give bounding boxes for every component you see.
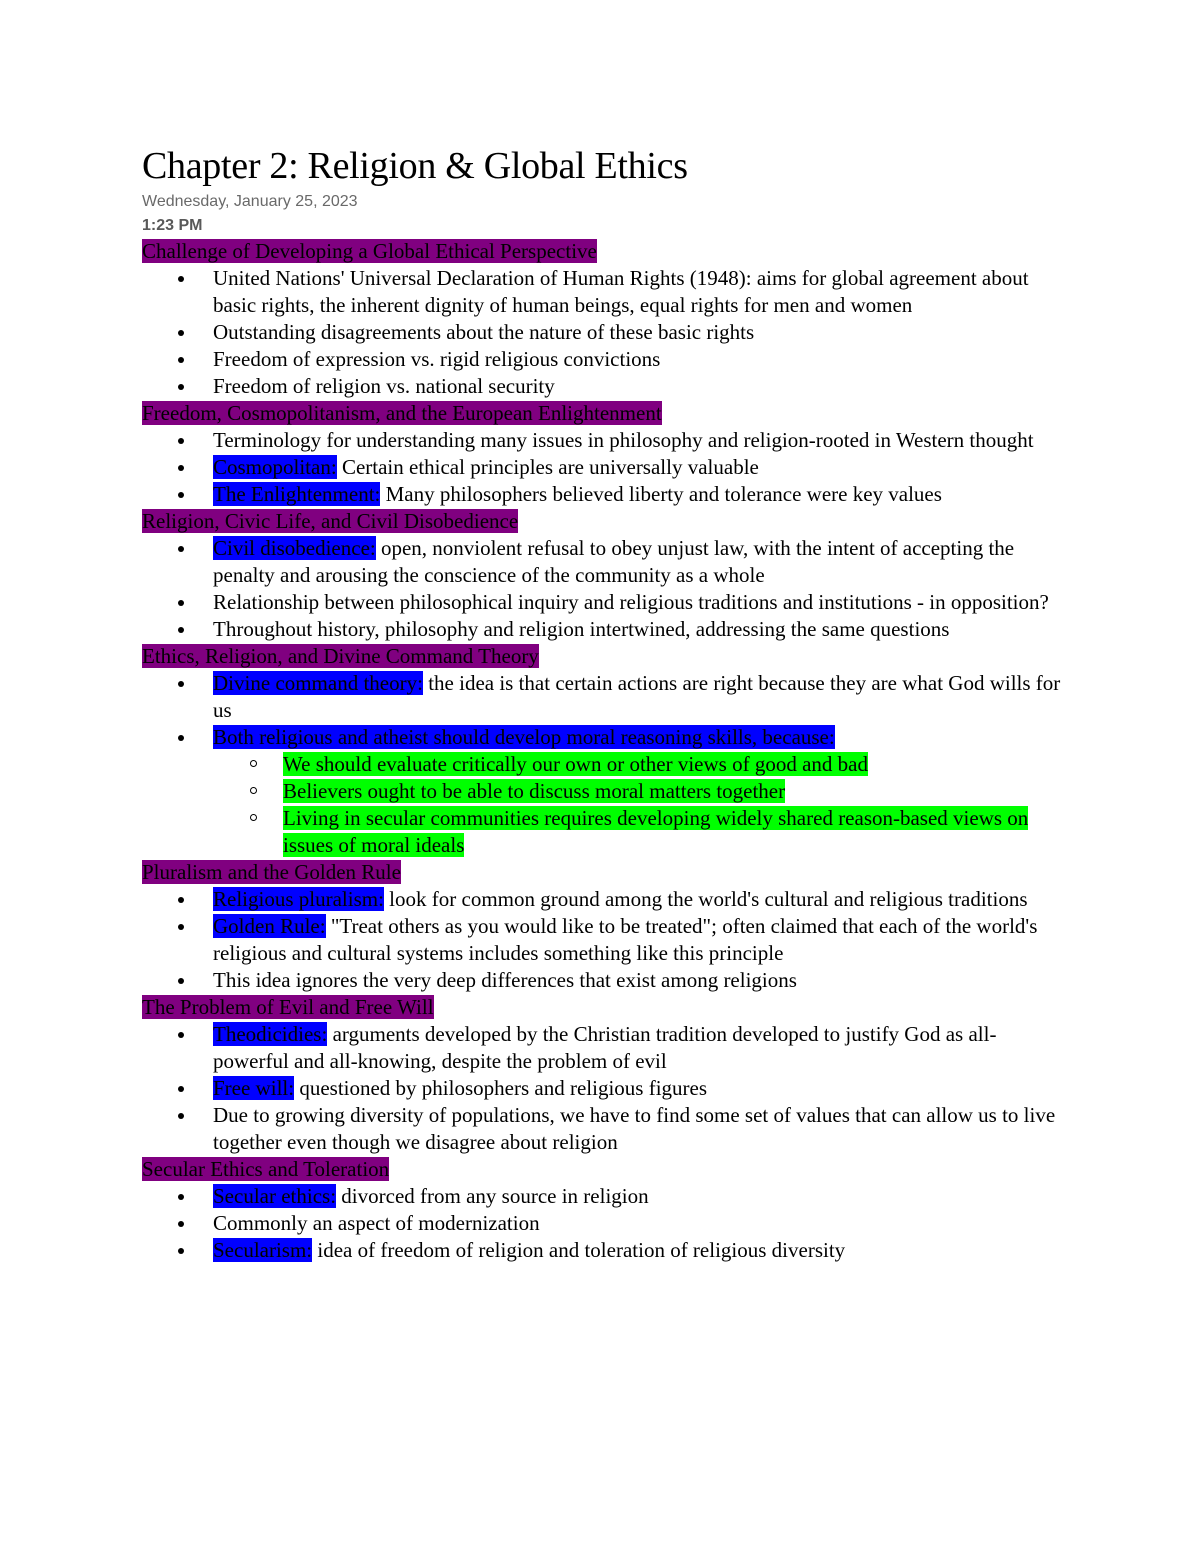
term-highlight: Cosmopolitan: [213,455,337,479]
bullet-list [142,1021,1072,1156]
list-item-text: Throughout history, philosophy and religion intertwined, addressing the same questions [213,617,950,641]
sub-list-item-text: We should evaluate critically our own or other views of good and bad [283,752,868,776]
sub-list-item [142,805,1072,859]
list-item-text: open, nonviolent refusal to obey unjust law, with the intent of accepting the penalty and arousing the conscience of the community as a whole [213,536,1015,587]
list-item [142,1183,1072,1210]
note-body [142,238,1072,1264]
bullet-list [142,265,1072,400]
list-item-text: Commonly an aspect of modernization [213,1211,540,1235]
section-heading-text: Pluralism and the Golden Rule [142,860,401,884]
list-item [142,1210,1072,1237]
list-item [142,346,1072,373]
list-item [142,319,1072,346]
term-highlight: Secular ethics: [213,1184,337,1208]
list-item [142,454,1072,481]
term-highlight: Civil disobedience: [213,536,376,560]
bullet-list [142,1183,1072,1264]
sub-list-item [142,778,1072,805]
list-item [142,1075,1072,1102]
list-item-text: divorced from any source in religion [336,1184,649,1208]
bullet-list [142,535,1072,643]
list-item-text: questioned by philosophers and religious figures [294,1076,708,1100]
sub-list-item [142,751,1072,778]
list-item-text: Outstanding disagreements about the nature of these basic rights [213,320,755,344]
list-item-text: United Nations' Universal Declaration of Human Rights (1948): aims for global agreement about basic rights, the inherent dignity of human beings, equal rights for men and women [213,266,1029,317]
list-item [142,589,1072,616]
section-heading [142,643,1072,670]
list-item [142,265,1072,319]
list-item-text: Freedom of religion vs. national security [213,374,555,398]
list-item [142,670,1072,724]
section-heading-text: Challenge of Developing a Global Ethical Perspective [142,239,597,263]
list-item [142,967,1072,994]
list-item [142,1102,1072,1156]
section-heading-text: Freedom, Cosmopolitanism, and the European Enlightenment [142,401,662,425]
list-item-text: Terminology for understanding many issues in philosophy and religion-rooted in Western thought [213,428,1034,452]
term-highlight: Religious pluralism: [213,887,384,911]
term-highlight: The Enlightenment: [213,482,381,506]
list-item [142,1021,1072,1075]
note-date: Wednesday, January 25, 2023 [142,193,358,210]
note-time: 1:23 PM [142,217,203,234]
list-item [142,913,1072,967]
section-heading [142,508,1072,535]
list-item-text: look for common ground among the world's cultural and religious traditions [383,887,1028,911]
section-heading [142,238,1072,265]
list-item [142,481,1072,508]
sub-bullet-list [142,751,1072,859]
bullet-list [142,886,1072,994]
term-highlight: Divine command theory: [213,671,423,695]
list-item [142,427,1072,454]
sub-list-item-text: Living in secular communities requires developing widely shared reason-based views on issues of moral ideals [283,806,1029,857]
term-highlight: Golden Rule: [213,914,326,938]
list-item-text: Due to growing diversity of populations, we have to find some set of values that can allow us to live together even though we disagree about religion [213,1103,1056,1154]
list-item-text: Many philosophers believed liberty and tolerance were key values [380,482,942,506]
section-heading [142,1156,1072,1183]
bullet-list [142,670,1072,859]
list-item [142,535,1072,589]
list-item-text: "Treat others as you would like to be treated"; often claimed that each of the world's religious and cultural systems includes something like this principle [213,914,1038,965]
list-item [142,373,1072,400]
term-highlight: Theodicidies: [213,1022,328,1046]
list-item [142,724,1072,859]
section-heading [142,859,1072,886]
section-heading-text: Ethics, Religion, and Divine Command Theory [142,644,539,668]
term-highlight: Both religious and atheist should develop moral reasoning skills, because: [213,725,835,749]
list-item-text: Relationship between philosophical inquiry and religious traditions and institutions - in opposition? [213,590,1049,614]
bullet-list [142,427,1072,508]
list-item-text: Freedom of expression vs. rigid religious convictions [213,347,661,371]
list-item-text: arguments developed by the Christian tradition developed to justify God as all-powerful and all-knowing, despite the problem of evil [213,1022,997,1073]
page-title: Chapter 2: Religion & Global Ethics [142,145,688,187]
term-highlight: Free will: [213,1076,295,1100]
list-item [142,616,1072,643]
section-heading [142,994,1072,1021]
term-highlight: Secularism: [213,1238,313,1262]
sub-list-item-text: Believers ought to be able to discuss moral matters together [283,779,786,803]
section-heading-text: The Problem of Evil and Free Will [142,995,434,1019]
section-heading-text: Religion, Civic Life, and Civil Disobedience [142,509,519,533]
section-heading [142,400,1072,427]
section-heading-text: Secular Ethics and Toleration [142,1157,390,1181]
list-item-text: This idea ignores the very deep differences that exist among religions [213,968,797,992]
list-item-text: idea of freedom of religion and toleration of religious diversity [312,1238,846,1262]
list-item [142,886,1072,913]
list-item-text: the idea is that certain actions are right because they are what God wills for us [213,671,1061,722]
note-page [142,142,1072,1264]
list-item-text: Certain ethical principles are universally valuable [336,455,759,479]
list-item [142,1237,1072,1264]
